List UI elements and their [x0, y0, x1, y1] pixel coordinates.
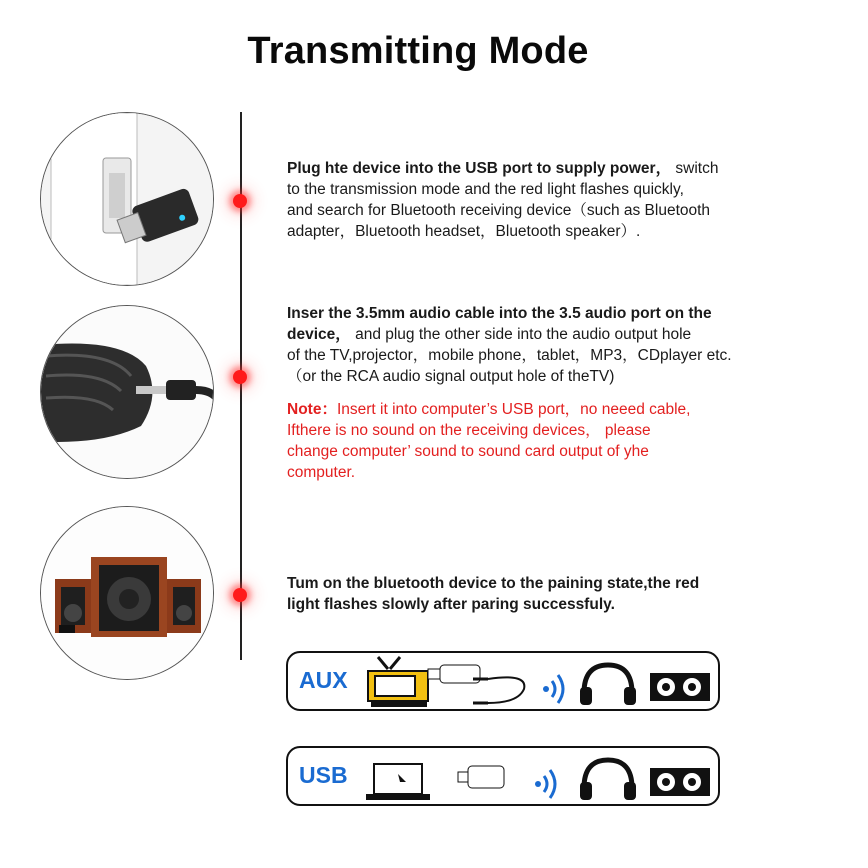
- aux-label: AUX: [299, 667, 348, 693]
- bluetooth-wave-icon: [543, 675, 563, 703]
- headphones-icon: [580, 760, 636, 800]
- page-title: Transmitting Mode: [247, 30, 589, 72]
- usb-device-photo: [40, 112, 214, 286]
- speaker-icon: [650, 768, 710, 796]
- usb-dongle-icon: [458, 766, 504, 788]
- laptop-icon: [366, 764, 430, 800]
- usb-dongle-icon: [428, 665, 480, 683]
- status-light-2: [233, 370, 247, 384]
- status-light-3: [233, 588, 247, 602]
- step-2-text: Inser the 3.5mm audio cable into the 3.5 audio port on the device， and plug the other side into the audio output hole of the TV,projector，mobile phone，tablet，MP3，CDplayer etc. （or the RCA audio signal output hole of theTV): [287, 305, 732, 385]
- note-text: Note：Insert it into computer’s USB port，no neeed cable, Ifthere is no sound on the receiving devices， please change computer’ sound to sound card output of yhe computer.: [287, 401, 691, 481]
- usb-label: USB: [299, 762, 348, 788]
- bluetooth-wave-icon: [535, 770, 555, 798]
- audio-cable-icon: [473, 677, 524, 703]
- headphones-icon: [580, 665, 636, 705]
- audio-jack-photo: [40, 305, 214, 479]
- usb-mode-diagram: [286, 746, 720, 806]
- speakers-photo: [40, 506, 214, 680]
- speaker-icon: [650, 673, 710, 701]
- status-light-1: [233, 194, 247, 208]
- step-1-text: Plug hte device into the USB port to supply power， switch to the transmission mode and the red light flashes quickly, and search for Bluetooth receiving device（such as Bluetooth adapter，Bluetooth headset，Bluetooth speaker）.: [287, 160, 719, 240]
- aux-mode-diagram: [286, 651, 720, 711]
- tv-icon: [368, 657, 428, 707]
- step-3-text: Tum on the bluetooth device to the paining state,the red light flashes slowly after paring successfuly.: [287, 575, 700, 613]
